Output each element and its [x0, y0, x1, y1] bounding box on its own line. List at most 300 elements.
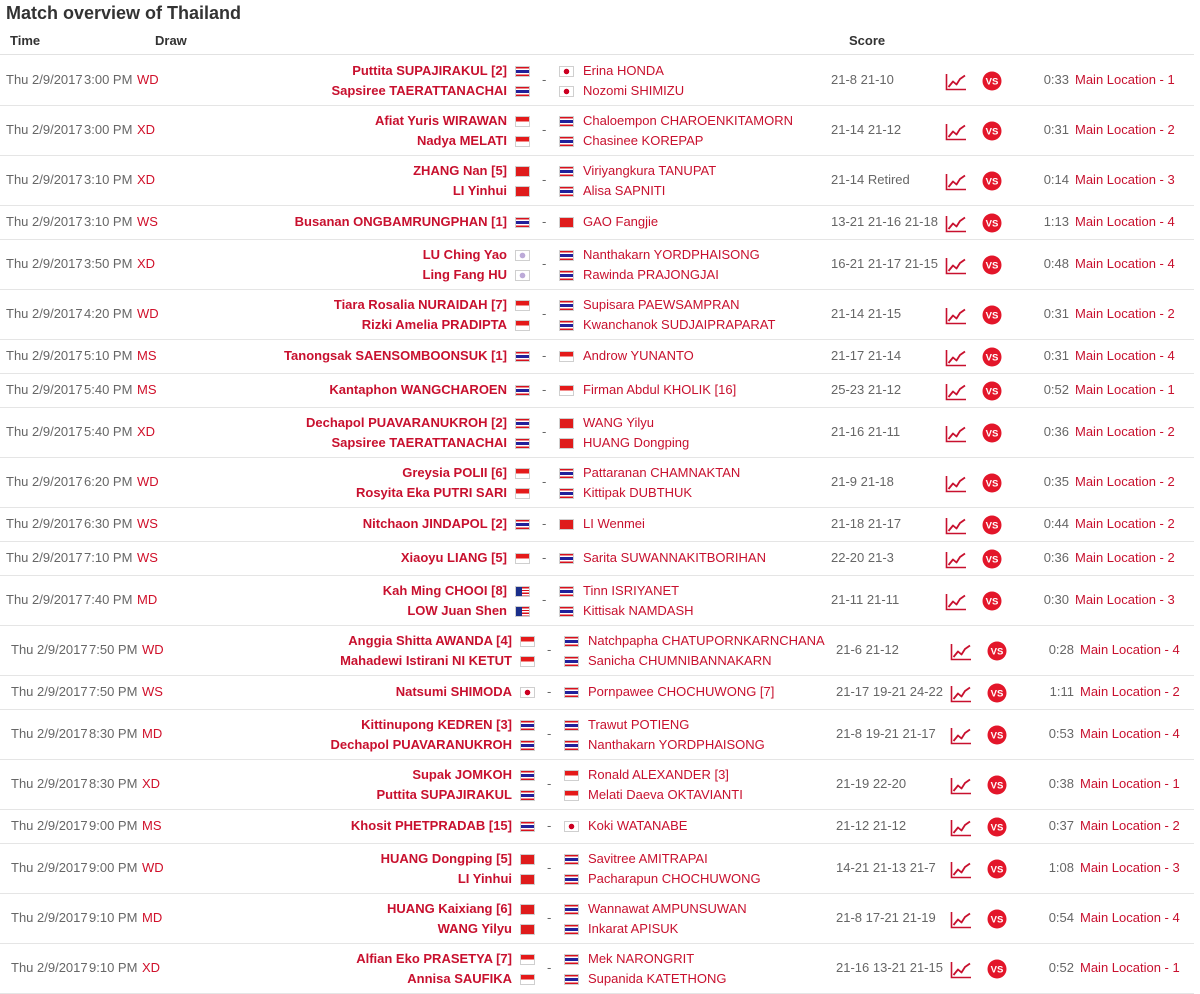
home-player-flag-icon: [520, 656, 535, 667]
match-duration: 0:35: [1043, 474, 1069, 489]
versus-dash: -: [542, 214, 547, 229]
match-date: Thu 2/9/2017: [6, 72, 83, 87]
match-row[interactable]: [0, 408, 1194, 458]
away-player-flag-icon: [564, 720, 579, 731]
away-player-link[interactable]: Supisara PAEWSAMPRAN: [583, 297, 740, 312]
away-player-flag-icon: [559, 586, 574, 597]
vs-badge-icon[interactable]: [982, 473, 1002, 493]
match-time: 3:00 PM: [84, 122, 133, 137]
event-code[interactable]: MS: [137, 382, 157, 397]
vs-badge-icon[interactable]: [982, 171, 1002, 191]
court-location-link[interactable]: Main Location - 2: [1075, 516, 1175, 531]
away-player-flag-icon: [564, 790, 579, 801]
match-row[interactable]: [0, 760, 1194, 810]
court-location-link[interactable]: Main Location - 1: [1080, 960, 1180, 975]
home-player-link[interactable]: Ling Fang HU: [422, 267, 507, 282]
home-player-flag-icon: [520, 720, 535, 731]
home-player-link[interactable]: WANG Yilyu: [437, 921, 512, 936]
match-date: Thu 2/9/2017: [6, 550, 83, 565]
event-code[interactable]: MD: [137, 592, 158, 607]
court-location-link[interactable]: Main Location - 4: [1075, 348, 1175, 363]
away-player-link[interactable]: Pattaranan CHAMNAKTAN: [583, 465, 741, 480]
match-duration: 0:37: [1048, 818, 1074, 833]
versus-dash: -: [547, 726, 552, 741]
match-duration: 0:28: [1048, 642, 1074, 657]
away-player-flag-icon: [564, 636, 579, 647]
match-time: 8:30 PM: [89, 726, 138, 741]
away-player-flag-icon: [564, 740, 579, 751]
vs-badge-icon[interactable]: [982, 381, 1002, 401]
home-player-flag-icon: [515, 166, 530, 177]
home-player-link[interactable]: Kantaphon WANGCHAROEN: [329, 382, 507, 397]
away-player-link[interactable]: Sarita SUWANNAKITBORIHAN: [583, 550, 766, 565]
versus-dash: -: [547, 960, 552, 975]
event-code[interactable]: XD: [137, 172, 156, 187]
vs-badge-icon[interactable]: [982, 121, 1002, 141]
line-chart-icon[interactable]: [950, 861, 972, 879]
svg-text:VS: VS: [990, 864, 1004, 876]
home-player-flag-icon: [520, 821, 535, 832]
match-time: 7:10 PM: [84, 550, 133, 565]
home-player-link[interactable]: Puttita SUPAJIRAKUL [2]: [352, 63, 507, 78]
home-player-link[interactable]: Khosit PHETPRADAB [15]: [350, 818, 512, 833]
away-player-link[interactable]: Nozomi SHIMIZU: [583, 83, 685, 98]
match-row[interactable]: [0, 894, 1194, 944]
away-player-link[interactable]: Alisa SAPNITI: [583, 183, 666, 198]
court-location-link[interactable]: Main Location - 4: [1075, 256, 1175, 271]
home-player-flag-icon: [520, 687, 535, 698]
svg-text:VS: VS: [985, 520, 999, 532]
match-row[interactable]: [0, 56, 1194, 106]
svg-text:VS: VS: [985, 428, 999, 440]
home-player-link[interactable]: Xiaoyu LIANG [5]: [400, 550, 507, 565]
court-location-link[interactable]: Main Location - 4: [1080, 910, 1180, 925]
event-code[interactable]: XD: [137, 424, 156, 439]
page-title: Match overview of Thailand: [6, 3, 242, 23]
match-time: 9:10 PM: [89, 910, 138, 925]
home-player-flag-icon: [515, 385, 530, 396]
away-player-link[interactable]: LI Wenmei: [583, 516, 645, 531]
match-duration: 0:36: [1043, 424, 1069, 439]
match-score: 21-16 21-11: [831, 424, 901, 439]
court-location-link[interactable]: Main Location - 2: [1075, 550, 1175, 565]
away-player-link[interactable]: Ronald ALEXANDER [3]: [588, 767, 729, 782]
event-code[interactable]: WD: [137, 306, 159, 321]
away-player-link[interactable]: Tinn ISRIYANET: [583, 583, 680, 598]
home-player-link[interactable]: Dechapol PUAVARANUKROH [2]: [305, 415, 507, 430]
court-location-link[interactable]: Main Location - 1: [1075, 382, 1175, 397]
line-chart-icon[interactable]: [945, 73, 967, 91]
away-player-flag-icon: [564, 821, 579, 832]
home-player-link[interactable]: Natsumi SHIMODA: [395, 684, 512, 699]
home-player-flag-icon: [515, 553, 530, 564]
home-player-flag-icon: [515, 438, 530, 449]
header-divider: [0, 54, 1194, 55]
line-chart-icon[interactable]: [945, 383, 967, 401]
match-date: Thu 2/9/2017: [6, 122, 83, 137]
court-location-link[interactable]: Main Location - 4: [1075, 214, 1175, 229]
line-chart-icon[interactable]: [945, 173, 967, 191]
versus-dash: -: [542, 172, 547, 187]
match-score: 16-21 21-17 21-15: [831, 256, 938, 271]
vs-badge-icon[interactable]: [982, 423, 1002, 443]
court-location-link[interactable]: Main Location - 1: [1080, 776, 1180, 791]
match-date: Thu 2/9/2017: [6, 592, 83, 607]
away-player-flag-icon: [559, 385, 574, 396]
away-player-link[interactable]: Androw YUNANTO: [583, 348, 694, 363]
away-player-flag-icon: [559, 320, 574, 331]
vs-badge-icon[interactable]: [987, 775, 1007, 795]
home-player-link[interactable]: HUANG Kaixiang [6]: [387, 901, 512, 916]
match-score: 13-21 21-16 21-18: [831, 214, 938, 229]
vs-badge-icon[interactable]: [987, 959, 1007, 979]
away-player-flag-icon: [559, 300, 574, 311]
line-chart-icon[interactable]: [950, 819, 972, 837]
away-player-flag-icon: [559, 488, 574, 499]
home-player-link[interactable]: HUANG Dongping [5]: [380, 851, 512, 866]
away-player-link[interactable]: Rawinda PRAJONGJAI: [583, 267, 719, 282]
line-chart-icon[interactable]: [945, 475, 967, 493]
away-player-link[interactable]: Trawut POTIENG: [588, 717, 690, 732]
match-score: 25-23 21-12: [831, 382, 902, 397]
away-player-link[interactable]: Melati Daeva OKTAVIANTI: [588, 787, 743, 802]
away-player-link[interactable]: Supanida KATETHONG: [588, 971, 727, 986]
match-duration: 0:48: [1043, 256, 1069, 271]
home-player-flag-icon: [515, 519, 530, 530]
away-player-flag-icon: [559, 606, 574, 617]
home-player-flag-icon: [515, 300, 530, 311]
vs-badge-icon[interactable]: [982, 347, 1002, 367]
match-row[interactable]: [0, 340, 1194, 374]
match-time: 3:00 PM: [84, 72, 133, 87]
court-location-link[interactable]: Main Location - 2: [1075, 122, 1175, 137]
home-player-flag-icon: [515, 270, 530, 281]
versus-dash: -: [542, 306, 547, 321]
line-chart-icon[interactable]: [945, 257, 967, 275]
versus-dash: -: [542, 550, 547, 565]
vs-badge-icon[interactable]: [987, 683, 1007, 703]
match-date: Thu 2/9/2017: [6, 348, 83, 363]
away-player-link[interactable]: Chaloempon CHAROENKITAMORN: [583, 113, 793, 128]
home-player-link[interactable]: Afiat Yuris WIRAWAN: [375, 113, 507, 128]
match-row[interactable]: [0, 944, 1194, 994]
match-date: Thu 2/9/2017: [6, 214, 83, 229]
away-player-flag-icon: [559, 136, 574, 147]
match-score: 21-17 19-21 24-22: [836, 684, 943, 699]
court-location-link[interactable]: Main Location - 3: [1075, 172, 1175, 187]
match-score: 21-16 13-21 21-15: [836, 960, 943, 975]
line-chart-icon[interactable]: [945, 425, 967, 443]
home-player-link[interactable]: LOW Juan Shen: [407, 603, 507, 618]
match-row[interactable]: [0, 710, 1194, 760]
away-player-link[interactable]: Kittisak NAMDASH: [583, 603, 694, 618]
line-chart-icon[interactable]: [945, 517, 967, 535]
line-chart-icon[interactable]: [950, 685, 972, 703]
home-player-link[interactable]: Busanan ONGBAMRUNGPHAN [1]: [294, 214, 507, 229]
home-player-flag-icon: [520, 874, 535, 885]
line-chart-icon[interactable]: [945, 551, 967, 569]
match-row[interactable]: [0, 676, 1194, 710]
home-player-link[interactable]: Greysia POLII [6]: [402, 465, 507, 480]
line-chart-icon[interactable]: [950, 961, 972, 979]
away-player-link[interactable]: Nanthakarn YORDPHAISONG: [583, 247, 760, 262]
match-score: 21-14 Retired: [831, 172, 910, 187]
line-chart-icon[interactable]: [950, 911, 972, 929]
home-player-link[interactable]: Kah Ming CHOOI [8]: [382, 583, 507, 598]
match-duration: 0:44: [1043, 516, 1069, 531]
line-chart-icon[interactable]: [950, 643, 972, 661]
home-player-flag-icon: [520, 770, 535, 781]
court-location-link[interactable]: Main Location - 1: [1075, 72, 1175, 87]
away-player-link[interactable]: WANG Yilyu: [583, 415, 655, 430]
match-row[interactable]: [0, 576, 1194, 626]
court-location-link[interactable]: Main Location - 2: [1075, 424, 1175, 439]
away-player-flag-icon: [559, 519, 574, 530]
match-time: 4:20 PM: [84, 306, 133, 321]
event-code[interactable]: WS: [137, 516, 158, 531]
away-player-link[interactable]: Savitree AMITRAPAI: [588, 851, 708, 866]
home-player-link[interactable]: Tanongsak SAENSOMBOONSUK [1]: [284, 348, 507, 363]
home-player-flag-icon: [515, 418, 530, 429]
match-time: 6:20 PM: [84, 474, 133, 489]
home-player-link[interactable]: ZHANG Nan [5]: [413, 163, 507, 178]
line-chart-icon[interactable]: [945, 123, 967, 141]
home-player-link[interactable]: Sapsiree TAERATTANACHAI: [331, 435, 507, 450]
home-player-link[interactable]: LI Yinhui: [457, 871, 512, 886]
time-column-header: Time: [10, 33, 41, 48]
line-chart-icon[interactable]: [945, 307, 967, 325]
away-player-link[interactable]: Viriyangkura TANUPAT: [583, 163, 717, 178]
away-player-link[interactable]: Firman Abdul KHOLIK [16]: [583, 382, 737, 397]
event-code[interactable]: XD: [142, 776, 161, 791]
home-player-link[interactable]: Rizki Amelia PRADIPTA: [361, 317, 507, 332]
event-code[interactable]: MS: [142, 818, 162, 833]
versus-dash: -: [547, 684, 552, 699]
match-duration: 0:36: [1043, 550, 1069, 565]
vs-badge-icon[interactable]: [982, 549, 1002, 569]
match-duration: 0:30: [1043, 592, 1069, 607]
vs-badge-icon[interactable]: [987, 859, 1007, 879]
match-duration: 0:31: [1043, 348, 1069, 363]
vs-badge-icon[interactable]: [982, 515, 1002, 535]
court-location-link[interactable]: Main Location - 4: [1080, 726, 1180, 741]
event-code[interactable]: XD: [142, 960, 161, 975]
match-row[interactable]: [0, 106, 1194, 156]
match-score: 21-11 21-11: [831, 592, 900, 607]
away-player-flag-icon: [559, 250, 574, 261]
home-player-link[interactable]: Tiara Rosalia NURAIDAH [7]: [333, 297, 507, 312]
vs-badge-icon[interactable]: [987, 641, 1007, 661]
home-player-flag-icon: [520, 954, 535, 965]
away-player-link[interactable]: Kwanchanok SUDJAIPRAPARAT: [583, 317, 776, 332]
line-chart-icon[interactable]: [945, 349, 967, 367]
event-code[interactable]: XD: [137, 256, 156, 271]
match-duration: 0:52: [1043, 382, 1069, 397]
match-row[interactable]: [0, 844, 1194, 894]
vs-badge-icon[interactable]: [987, 725, 1007, 745]
home-player-link[interactable]: Nadya MELATI: [416, 133, 507, 148]
event-code[interactable]: MS: [137, 348, 157, 363]
line-chart-icon[interactable]: [950, 777, 972, 795]
vs-badge-icon[interactable]: [982, 213, 1002, 233]
event-code[interactable]: XD: [137, 122, 156, 137]
away-player-link[interactable]: Erina HONDA: [583, 63, 664, 78]
match-score: 21-18 21-17: [831, 516, 902, 531]
match-time: 9:00 PM: [89, 860, 138, 875]
home-player-flag-icon: [515, 186, 530, 197]
match-time: 3:10 PM: [84, 172, 133, 187]
vs-badge-icon[interactable]: [982, 71, 1002, 91]
court-location-link[interactable]: Main Location - 4: [1080, 642, 1180, 657]
line-chart-icon[interactable]: [945, 215, 967, 233]
match-score: 21-8 21-10: [831, 72, 894, 87]
event-code[interactable]: WS: [142, 684, 163, 699]
match-time: 6:30 PM: [84, 516, 133, 531]
home-player-link[interactable]: Puttita SUPAJIRAKUL: [376, 787, 512, 802]
match-score: 21-14 21-15: [831, 306, 902, 321]
match-time: 7:50 PM: [89, 684, 138, 699]
away-player-flag-icon: [559, 166, 574, 177]
event-code[interactable]: WD: [142, 642, 164, 657]
match-time: 5:40 PM: [84, 382, 133, 397]
away-player-flag-icon: [564, 687, 579, 698]
match-date: Thu 2/9/2017: [11, 960, 88, 975]
vs-badge-icon[interactable]: [982, 305, 1002, 325]
away-player-flag-icon: [564, 874, 579, 885]
away-player-flag-icon: [559, 468, 574, 479]
match-row[interactable]: [0, 240, 1194, 290]
match-date: Thu 2/9/2017: [11, 642, 88, 657]
match-date: Thu 2/9/2017: [11, 910, 88, 925]
home-player-flag-icon: [515, 488, 530, 499]
match-score: 21-6 21-12: [836, 642, 899, 657]
away-player-link[interactable]: Mek NARONGRIT: [588, 951, 695, 966]
away-player-link[interactable]: Nanthakarn YORDPHAISONG: [588, 737, 765, 752]
match-row[interactable]: [0, 206, 1194, 240]
vs-badge-icon[interactable]: [987, 909, 1007, 929]
match-date: Thu 2/9/2017: [6, 516, 83, 531]
line-chart-icon[interactable]: [950, 727, 972, 745]
vs-badge-icon[interactable]: [987, 817, 1007, 837]
match-duration: 0:53: [1048, 726, 1074, 741]
match-row[interactable]: [0, 626, 1194, 676]
match-date: Thu 2/9/2017: [6, 424, 83, 439]
away-player-flag-icon: [564, 656, 579, 667]
home-player-flag-icon: [515, 586, 530, 597]
versus-dash: -: [542, 474, 547, 489]
away-player-flag-icon: [564, 974, 579, 985]
match-row[interactable]: [0, 374, 1194, 408]
home-player-flag-icon: [520, 790, 535, 801]
match-row[interactable]: [0, 542, 1194, 576]
event-code[interactable]: WS: [137, 550, 158, 565]
versus-dash: -: [542, 348, 547, 363]
away-player-link[interactable]: HUANG Dongping: [583, 435, 690, 450]
vs-badge-icon[interactable]: [982, 255, 1002, 275]
away-player-link[interactable]: Inkarat APISUK: [588, 921, 679, 936]
home-player-flag-icon: [515, 217, 530, 228]
home-player-flag-icon: [515, 250, 530, 261]
home-player-link[interactable]: Sapsiree TAERATTANACHAI: [331, 83, 507, 98]
home-player-link[interactable]: LU Ching Yao: [422, 247, 507, 262]
match-score: 21-8 19-21 21-17: [836, 726, 936, 741]
event-code[interactable]: WD: [142, 860, 164, 875]
home-player-link[interactable]: Alfian Eko PRASETYA [7]: [356, 951, 512, 966]
draw-column-header: Draw: [155, 33, 187, 48]
match-score: 21-9 21-18: [831, 474, 894, 489]
match-date: Thu 2/9/2017: [11, 684, 88, 699]
court-location-link[interactable]: Main Location - 2: [1075, 474, 1175, 489]
match-row[interactable]: [0, 508, 1194, 542]
vs-badge-icon[interactable]: [982, 591, 1002, 611]
away-player-flag-icon: [564, 954, 579, 965]
event-code[interactable]: MD: [142, 910, 163, 925]
court-location-link[interactable]: Main Location - 2: [1080, 818, 1180, 833]
line-chart-icon[interactable]: [945, 593, 967, 611]
away-player-link[interactable]: Kittipak DUBTHUK: [583, 485, 693, 500]
match-time: 5:10 PM: [84, 348, 133, 363]
court-location-link[interactable]: Main Location - 3: [1080, 860, 1180, 875]
match-score: 21-19 22-20: [836, 776, 907, 791]
home-player-link[interactable]: Rosyita Eka PUTRI SARI: [356, 485, 507, 500]
home-player-link[interactable]: Mahadewi Istirani NI KETUT: [340, 653, 512, 668]
event-code[interactable]: MD: [142, 726, 163, 741]
court-location-link[interactable]: Main Location - 3: [1075, 592, 1175, 607]
match-row[interactable]: [0, 810, 1194, 844]
home-player-flag-icon: [520, 740, 535, 751]
home-player-link[interactable]: LI Yinhui: [452, 183, 507, 198]
away-player-flag-icon: [559, 217, 574, 228]
home-player-link[interactable]: Kittinupong KEDREN [3]: [361, 717, 512, 732]
svg-text:VS: VS: [985, 386, 999, 398]
away-player-link[interactable]: Pornpawee CHOCHUWONG [7]: [588, 684, 775, 699]
match-row[interactable]: [0, 156, 1194, 206]
away-player-link[interactable]: Sanicha CHUMNIBANNAKARN: [588, 653, 772, 668]
event-code[interactable]: WD: [137, 474, 159, 489]
court-location-link[interactable]: Main Location - 2: [1075, 306, 1175, 321]
home-player-flag-icon: [515, 351, 530, 362]
versus-dash: -: [547, 776, 552, 791]
away-player-flag-icon: [564, 924, 579, 935]
match-row[interactable]: [0, 458, 1194, 508]
away-player-flag-icon: [559, 418, 574, 429]
svg-text:VS: VS: [985, 76, 999, 88]
home-player-link[interactable]: Dechapol PUAVARANUKROH: [330, 737, 512, 752]
event-code[interactable]: WS: [137, 214, 158, 229]
away-player-link[interactable]: Wannawat AMPUNSUWAN: [588, 901, 747, 916]
away-player-flag-icon: [559, 270, 574, 281]
home-player-link[interactable]: Anggia Shitta AWANDA [4]: [348, 633, 512, 648]
away-player-link[interactable]: Natchpapha CHATUPORNKARNCHANA: [588, 633, 825, 648]
match-time: 9:10 PM: [89, 960, 138, 975]
away-player-link[interactable]: Koki WATANABE: [588, 818, 688, 833]
match-date: Thu 2/9/2017: [11, 776, 88, 791]
home-player-link[interactable]: Nitchaon JINDAPOL [2]: [362, 516, 507, 531]
versus-dash: -: [547, 818, 552, 833]
match-time: 7:50 PM: [89, 642, 138, 657]
away-player-link[interactable]: Pacharapun CHOCHUWONG: [588, 871, 761, 886]
court-location-link[interactable]: Main Location - 2: [1080, 684, 1180, 699]
away-player-flag-icon: [559, 86, 574, 97]
home-player-link[interactable]: Supak JOMKOH: [412, 767, 512, 782]
match-row[interactable]: [0, 290, 1194, 340]
away-player-link[interactable]: GAO Fangjie: [583, 214, 659, 229]
home-player-link[interactable]: Annisa SAUFIKA: [407, 971, 512, 986]
away-player-flag-icon: [559, 438, 574, 449]
event-code[interactable]: WD: [137, 72, 159, 87]
away-player-link[interactable]: Chasinee KOREPAP: [583, 133, 704, 148]
svg-text:VS: VS: [985, 218, 999, 230]
